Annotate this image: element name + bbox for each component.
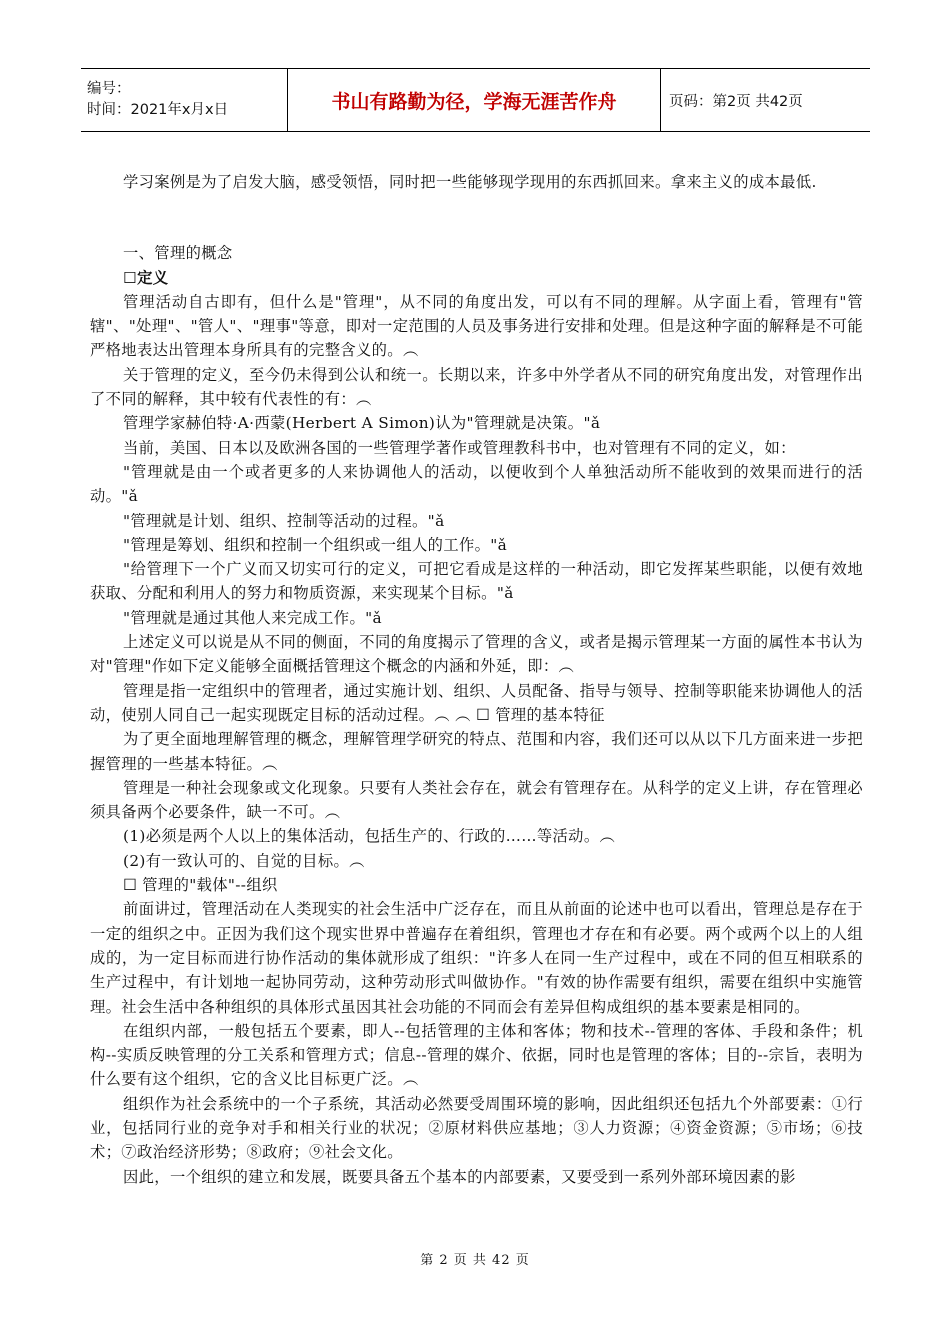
page-header [81, 68, 870, 132]
paragraph: 因此，一个组织的建立和发展，既要具备五个基本的内部要素，又要受到一系列外部环境因素的影 [123, 1167, 796, 1186]
paragraph: 在组织内部，一般包括五个要素，即人--包括管理的主体和客体；物和技术--管理的客体、手段和条件；机构--实质反映管理的分工关系和管理方式；信息--管理的媒介、依据，同时也是管理的客体；目的--宗旨，表明为什么要有这个组织，它的含义比目标更广泛。︵ [90, 1021, 863, 1089]
header-page-number: 页码：第2页 共42页 [661, 69, 871, 132]
paragraph: (2)有一致认可的、自觉的目标。︵ [123, 851, 365, 870]
paragraph: 组织作为社会系统中的一个子系统，其活动必然要受周围环境的影响，因此组织还包括九个外部要素：①行业，包括同行业的竞争对手和相关行业的状况；②原材料供应基地；③人力资源；④资金资源；⑤市场；⑥技术；⑦政治经济形势；⑧政府；⑨社会文化。 [90, 1094, 863, 1162]
document-number-label: 编号： [87, 81, 131, 97]
paragraph: 关于管理的定义，至今仍未得到公认和统一。长期以来，许多中外学者从不同的研究角度出发，对管理作出了不同的解释，其中较有代表性的有：︵ [90, 365, 863, 409]
paragraph: "管理是筹划、组织和控制一个组织或一组人的工作。"ǎ [123, 535, 508, 554]
subsection-definition: ☐定义 [123, 268, 169, 287]
document-time-label: 时间：2021年x月x日 [87, 102, 229, 118]
paragraph: "管理就是计划、组织、控制等活动的过程。"ǎ [123, 511, 445, 530]
paragraph: 管理是指一定组织中的管理者，通过实施计划、组织、人员配备、指导与领导、控制等职能来协调他人的活动，使别人同自己一起实现既定目标的活动过程。︵ ︵ ☐ 管理的基本特征 [90, 681, 863, 724]
paragraph: 管理是一种社会现象或文化现象。只要有人类社会存在，就会有管理存在。从科学的定义上讲，存在管理必须具备两个必要条件，缺一不可。︵ [90, 778, 863, 822]
paragraph: 为了更全面地理解管理的概念，理解管理学研究的特点、范围和内容，我们还可以从以下几方面来进一步把握管理的一些基本特征。︵ [90, 730, 863, 773]
paragraph: (1)必须是两个人以上的集体活动，包括生产的、行政的……等活动。︵ [123, 827, 616, 846]
header-motto: 书山有路勤为径，学海无涯苦作舟 [288, 69, 661, 132]
paragraph: 管理活动自古即有，但什么是"管理"，从不同的角度出发，可以有不同的理解。从字面上看，管理有"管辖"、"处理"、"管人"、"理事"等意，即对一定范围的人员及事务进行安排和处理。但是这种字面的解释是不可能严格地表达出管理本身所具有的完整含义的。︵ [90, 292, 863, 360]
document-body [90, 170, 863, 1189]
paragraph: "给管理下一个广义而又切实可行的定义，可把它看成是这样的一种活动，即它发挥某些职能，以便有效地获取、分配和利用人的努力和物质资源，来实现某个目标。"ǎ [90, 560, 863, 603]
header-meta [81, 69, 288, 132]
subsection-organization: ☐ 管理的"载体"--组织 [123, 876, 278, 895]
intro-paragraph: 学习案例是为了启发大脑，感受领悟，同时把一些能够现学现用的东西抓回来。拿来主义的成本最低. [123, 173, 817, 191]
paragraph: "管理就是由一个或者更多的人来协调他人的活动，以便收到个人单独活动所不能收到的效果而进行的活动。"ǎ [90, 462, 863, 506]
paragraph: 当前，美国、日本以及欧洲各国的一些管理学著作或管理教科书中，也对管理有不同的定义，如： [123, 438, 796, 457]
paragraph: 前面讲过，管理活动在人类现实的社会生活中广泛存在，而且从前面的论述中也可以看出，管理总是存在于一定的组织之中。正因为我们这个现实世界中普遍存在着组织，管理也才存在和有必要。两个或两个以上的人组成的，为一定目标而进行协作活动的集体就形成了组织："许多人在同一生产过程中，或在不同的但互相联系的生产过程中，有计划地一起协同劳动，这种劳动形式叫做协作。"有效的协作需要有组织，需要在组织中实施管理。社会生活中各种组织的具体形式虽因其社会功能的不同而会有差异但构成组织的基本要素是相同的。 [90, 900, 863, 1016]
paragraph: "管理就是通过其他人来完成工作。"ǎ [123, 608, 382, 627]
paragraph: 上述定义可以说是从不同的侧面，不同的角度揭示了管理的含义，或者是揭示管理某一方面的属性本书认为对"管理"作如下定义能够全面概括管理这个概念的内涵和外延，即：︵ [90, 633, 863, 676]
section-title: 一、管理的概念 [123, 244, 233, 263]
page-footer: 第 2 页 共 42 页 [420, 1253, 530, 1268]
paragraph: 管理学家赫伯特·A·西蒙(Herbert A Simon)认为"管理就是决策。"ǎ [123, 414, 601, 433]
